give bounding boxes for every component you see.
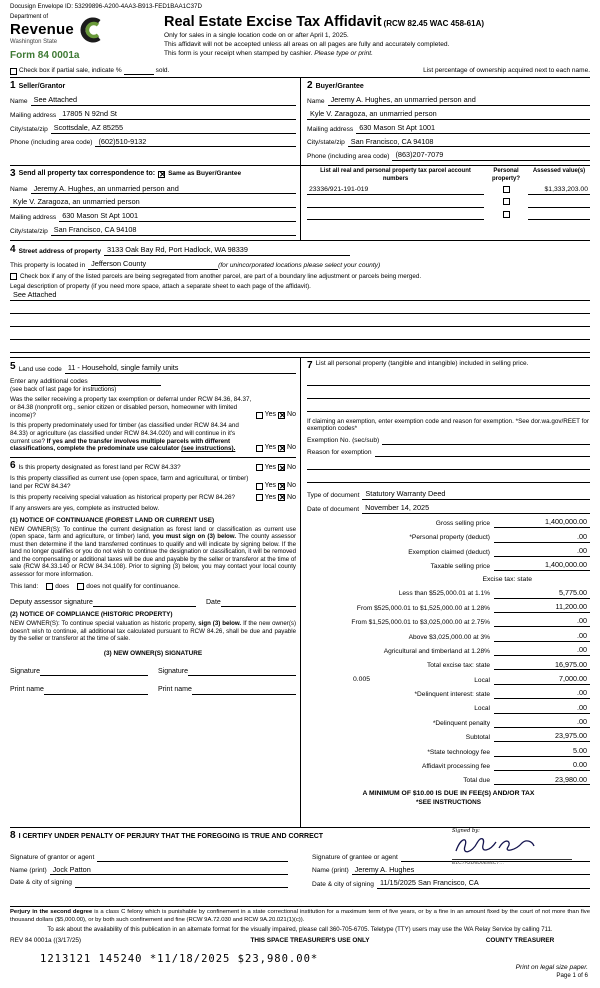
parcel-number-field[interactable]: 23336/921-191-019 [307,186,484,195]
docusign-envelope-id: Docusign Envelope ID: 53299896-A200-4AA3-B913-FED1BAA1C37D [10,3,202,10]
section-7-number: 7 [307,360,313,372]
header-note-3-text: This form is your receipt when stamped by cashier. [164,50,313,58]
grantee-signing-block [312,827,590,890]
notice-continuance-part1: NEW OWNER(S): To continue the current designation as forest land or classification as current use (open space, farm and agriculture, or timber) land, [10,525,296,541]
legal-description-blank-line[interactable] [10,303,590,314]
treasurer-receipt-stamp: 1213121 145240 *11/18/2025 $23,980.00* [40,953,319,966]
segregated-parcel-label: Check box if any of the listed parcels are being segregated from another parcel, are part of a boundary line adjustment or parcels being merged. [20,273,422,281]
title-text: Real Estate Excise Tax Affidavit [164,13,382,30]
partial-sale-row [10,67,590,77]
new-owners-signature-title: (3) NEW OWNER(S) SIGNATURE [103,649,203,657]
parcel-number-field[interactable] [307,199,484,208]
does-checkbox[interactable] [46,583,53,590]
tax-row [307,589,590,599]
tax-row-label: From $1,525,000.01 to $3,025,000.00 at 2.75% [351,619,490,627]
buyer-name-field-line2[interactable]: Kyle V. Zaragoza, an unmarried person [307,110,590,120]
tax-row-value[interactable]: .00 [494,617,590,627]
grantee-date-label: Date & city of signing [312,881,374,889]
tax-row-value[interactable]: .00 [494,632,590,642]
section-4-number: 4 [10,244,16,256]
parcel-table [300,166,590,240]
grantor-date-label: Date & city of signing [10,879,72,887]
perjury-rest: is a class C felony which is punishable by confinement in a state correctional institution for a maximum term of five years, or by a fine in an amount fixed by the court of not more than five thousand dollars ($5,000.00), or by both such confinement and fine (RCW 9A.72.030 and RCW 9A.20.021(1)(c)). [10,909,590,923]
tax-row-label: Gross selling price [435,520,490,528]
legal-description-blank-line[interactable] [10,316,590,327]
page-title [164,14,590,32]
grantor-signing-block [10,845,288,890]
tax-row [307,704,590,714]
tax-row-label: *Delinquent penalty [432,719,490,727]
partial-sale-label: Check box if partial sale, indicate % [19,66,122,74]
treasurer-space-label: THIS SPACE TREASURER'S USE ONLY [250,937,370,945]
grantor-date-field[interactable] [75,880,288,888]
section-1-title: Seller/Grantor [18,82,66,90]
yes-label: Yes [264,493,277,501]
tax-row-value[interactable]: 0.00 [494,761,590,771]
buyer-name-label: Name [307,97,325,105]
left-column [10,358,300,827]
tax-row [307,747,590,757]
no-checkbox[interactable] [278,494,285,501]
exemption-blank-line[interactable] [307,459,590,470]
tax-row-value[interactable]: .00 [494,547,590,557]
perjury-bold: Perjury in the second degree [10,909,93,916]
personal-property-tax-section [300,358,590,827]
street-address-label: Street address of property [18,248,102,256]
tax-row-value[interactable]: .00 [494,533,590,543]
notice-compliance-bold: sign (3) below. [198,620,242,628]
new-owner-signature-field[interactable] [188,668,296,676]
yes-no-group [256,411,296,420]
buyer-city-label: City/state/zip [307,139,345,147]
document-type-label: Type of document [307,491,360,499]
footer [10,906,590,980]
tax-row [307,689,590,699]
dept-sub-label: Washington State [10,39,58,46]
correspondence-city-field[interactable]: San Francisco, CA 94108 [51,226,296,236]
section-3-number: 3 [10,168,16,180]
exemption-note: If claiming an exemption, enter exemption code and reason for exemption. *See dor.wa.gov/REET for exemption codes* [307,417,590,433]
personal-property-checkbox[interactable] [503,186,510,193]
excise-tax-section-label [307,576,590,584]
seller-address-field[interactable]: 17805 N 92nd St [59,110,296,120]
timber-question-text [10,422,253,453]
form-number: Form 84 0001a [10,50,80,62]
tax-row-label: Local [474,676,490,684]
parcel-number-field[interactable] [307,211,484,220]
personal-property-blank-line[interactable] [307,401,590,412]
minimum-due-note: A MINIMUM OF $10.00 IS DUE IN FEE(S) AND/OR TAX [362,790,535,798]
assessed-value-header: Assessed value(s) [532,168,586,175]
seller-city-label: City/state/zip [10,125,48,133]
yes-checkbox[interactable] [256,483,263,490]
yes-no-group [256,494,296,503]
section-2-title: Buyer/Grantee [315,82,364,90]
tax-row-label: *State technology fee [427,748,490,756]
section-2-number: 2 [307,79,313,91]
deputy-signature-label: Deputy assessor signature [10,598,93,606]
partial-sale-sold-label: sold. [155,66,170,74]
personal-property-blank-line[interactable] [307,375,590,386]
tax-row [307,675,590,685]
assessed-value-field[interactable]: $1,333,203.00 [528,186,590,195]
dor-logo-icon [77,17,103,43]
forest-land-section [10,457,296,695]
buyer-address-label: Mailing address [307,125,354,133]
tax-row [307,646,590,656]
grantee-name-label: Name (print) [312,867,349,875]
grantor-signature-label: Signature of grantor or agent [10,853,95,861]
property-section [10,241,590,357]
notice-compliance-title: (2) NOTICE OF COMPLIANCE (HISTORIC PROPERTY) [10,611,173,619]
tax-row [307,561,590,571]
correspondence-address-field[interactable]: 630 Mason St Apt 1001 [59,212,296,222]
seller-buyer-band [10,77,590,166]
grantor-name-label: Name (print) [10,867,47,875]
legal-paper-note: Print on legal size paper. [515,963,588,971]
legal-description-blank-line[interactable] [10,342,590,353]
header-note-3 [164,50,590,58]
new-owner-printname-field[interactable] [44,687,148,695]
section-5-number: 5 [10,361,16,373]
tax-row [307,718,590,728]
tax-row [307,547,590,557]
no-label: No [287,481,296,489]
tax-row-label: Local [474,705,490,713]
personal-property-header: Personal property? [491,168,520,182]
yes-checkbox[interactable] [256,464,263,471]
certify-statement: I CERTIFY UNDER PENALTY OF PERJURY THAT THE FOREGOING IS TRUE AND CORRECT [18,833,324,841]
seller-section [10,78,300,166]
forest-land-question-text: Is this property designated as forest land per RCW 84.33? [18,464,181,472]
buyer-name-field-line1[interactable]: Jeremy A. Hughes, an unmarried person and [328,96,590,106]
partial-sale-checkbox[interactable] [10,68,17,75]
tax-row-label: Less than $525,000.01 at 1.1% [398,590,490,598]
personal-property-intro: List all personal property (tangible and intangible) included in selling price. [315,360,529,368]
tax-row-label: *Personal property (deduct) [409,534,490,542]
header-note-2: This affidavit will not be accepted unless all areas on all pages are fully and accurately completed. [164,41,450,49]
new-owner-printname-row [10,686,296,695]
tax-row-label: Taxable selling price [430,563,490,571]
tax-row [307,632,590,642]
new-owner-signature-label: Signature [10,667,40,675]
assessed-value-field[interactable] [528,199,590,208]
tax-row-value[interactable]: .00 [494,646,590,656]
deputy-signature-field[interactable] [93,599,196,607]
yes-checkbox[interactable] [256,494,263,501]
county-treasurer-label: COUNTY TREASURER [485,937,555,945]
timber-question-see-instructions: (see instructions). [181,445,236,453]
dept-pre-label: Department of [10,13,49,20]
correspondence-name-label: Name [10,186,28,194]
located-in-note: (for unincorporated locations please select your county) [218,262,381,270]
no-checkbox[interactable] [278,483,285,490]
certification-section [10,828,590,903]
tax-row-label: From $525,000.01 to $1,525,000.00 at 1.28% [356,604,490,612]
segregated-parcel-checkbox[interactable] [10,273,17,280]
grantor-name-field[interactable]: Jock Patton [50,866,288,876]
seller-phone-field[interactable]: (602)510-9132 [95,138,296,148]
land-use-code-field[interactable]: 11 - Household, single family units [65,364,296,374]
seller-phone-label: Phone (including area code) [10,139,93,147]
historic-property-question [10,494,296,503]
buyer-address-field[interactable]: 630 Mason St Apt 1001 [356,124,590,134]
legal-description-label: Legal description of property (if you need more space, attach a separate sheet to each page of the affidavit). [10,282,311,290]
new-owner-signature-label: Signature [158,667,188,675]
no-checkbox[interactable] [278,445,285,452]
header-note-3-emphasis: Please type or print. [314,50,373,58]
docusign-signature-stamp [452,828,572,866]
form-header [10,14,590,63]
local-rate-value: 0.005 [353,676,371,684]
tax-row [307,533,590,543]
tax-row-value[interactable]: 23,975.00 [494,732,590,742]
county-field[interactable]: Jefferson County [88,260,218,270]
page-number: Page 1 of 6 [556,972,588,980]
dor-logo-block [10,14,160,63]
tax-row-label: Exemption claimed (deduct) [408,548,490,556]
tax-row-label: Agricultural and timberland at 1.28% [383,647,490,655]
new-owner-printname-label: Print name [158,686,192,694]
parcel-row [307,186,590,195]
this-land-label: This land: [10,583,39,591]
correspondence-band [10,165,590,240]
yes-no-group [256,482,296,491]
document-date-label: Date of document [307,505,360,513]
new-owner-signature-field[interactable] [40,668,148,676]
section-3-title: Send all property tax correspondence to: [18,170,156,178]
perjury-statement [10,909,590,923]
legal-description-field[interactable]: See Attached [10,291,590,301]
additional-codes-label: Enter any additional codes [10,377,88,385]
additional-codes-note: (see back of last page for instructions) [10,385,117,393]
yes-no-group [256,444,296,453]
document-type-field[interactable]: Statutory Warranty Deed [362,490,590,500]
alternate-format-note: To ask about the availability of this publication in an alternate format for the visually impaired, please call 360-705-6705. Teletype (TTY) users may use the WA Relay Service by calling 711. [47,925,553,933]
correspondence-section [10,166,300,240]
tax-row-label: *Delinquent interest: state [414,691,490,699]
tax-row-label: Affidavit processing fee [421,762,490,770]
notice-compliance-part1: NEW OWNER(S): To continue special valuation as historic property, [10,620,199,628]
notice-compliance-body [10,620,296,643]
seller-address-label: Mailing address [10,111,57,119]
does-not-label: does not qualify for continuance. [86,583,180,591]
grantee-signature-icon [452,834,538,856]
no-checkbox[interactable] [278,464,285,471]
located-in-label: This property is located in [10,262,86,270]
additional-codes-field[interactable] [91,378,161,386]
section-1-number: 1 [10,79,16,91]
tax-row-value[interactable]: .00 [494,718,590,728]
notice-continuance-body [10,526,296,579]
tax-row-value[interactable]: .00 [494,704,590,714]
tax-row-label: Subtotal [465,734,490,742]
correspondence-name-field-line2[interactable]: Kyle V. Zaragoza, an unmarried person [10,198,296,208]
tax-row-value[interactable]: 7,000.00 [494,675,590,685]
yes-label: Yes [264,463,277,471]
no-label: No [287,493,296,501]
tax-row-value[interactable]: 11,200.00 [494,603,590,613]
certification-band [10,827,590,903]
personal-property-blank-line[interactable] [307,388,590,399]
tax-row-value[interactable]: 5,775.00 [494,589,590,599]
deputy-assessor-row [10,599,296,608]
deputy-date-field[interactable] [221,599,296,607]
same-as-buyer-checkbox[interactable] [158,171,165,178]
current-use-question [10,475,296,490]
exemption-question [10,396,296,419]
buyer-phone-field[interactable]: (863)207-7079 [392,151,590,161]
new-owner-printname-field[interactable] [192,687,296,695]
exemption-question-text: Was the seller receiving a property tax exemption or deferral under RCW 84.36, 84.37, or 84.38 (nonprofit org., senior citizen or disabled person, homeowner with limited income)? [10,396,252,419]
new-owner-printname-label: Print name [10,686,44,694]
yes-checkbox[interactable] [256,445,263,452]
correspondence-city-label: City/state/zip [10,228,48,236]
property-band [10,240,590,357]
tax-row-label: Total excise tax: state [426,662,490,670]
tax-row-value[interactable]: 5.00 [494,747,590,757]
buyer-phone-label: Phone (including area code) [307,153,390,161]
buyer-city-field[interactable]: San Francisco, CA 94108 [348,138,590,148]
parcel-numbers-header: List all real and personal property tax parcel account numbers [320,168,471,182]
land-qualify-row [10,583,296,591]
grantor-signature-field[interactable] [97,854,288,862]
no-label: No [287,463,296,471]
does-label: does [55,583,70,591]
tax-row-label: Excise tax: state [482,575,532,583]
street-address-field[interactable]: 3133 Oak Bay Rd, Port Hadlock, WA 98339 [104,246,350,256]
new-owner-signature-row [10,668,296,677]
personal-property-checkbox[interactable] [503,198,510,205]
tax-row-value[interactable]: 16,975.00 [494,661,590,671]
yes-checkbox[interactable] [256,412,263,419]
yes-label: Yes [264,410,277,418]
title-rcw-ref: (RCW 82.45 WAC 458-61A) [383,18,485,28]
ownership-note: List percentage of ownership acquired next to each name. [423,66,590,74]
dept-name-label: Revenue [10,20,74,38]
exemption-reason-field[interactable] [375,449,590,457]
excise-tax-table [307,518,590,785]
correspondence-name-field-line1[interactable]: Jeremy A. Hughes, an unmarried person and [31,185,296,195]
timber-question [10,422,296,453]
grantee-name-field[interactable]: Jeremy A. Hughes [352,866,590,876]
no-label: No [287,444,296,452]
tax-row [307,761,590,771]
document-date-field[interactable]: November 14, 2025 [362,504,590,514]
timber-question-part2: If yes and the transfer involves multiple parcels with different classifications, complete the predominate use calculator [10,437,231,453]
answers-yes-note: If any answers are yes, complete as instructed below. [10,505,160,513]
exemption-blank-line[interactable] [307,472,590,483]
legal-description-blank-line[interactable] [10,329,590,340]
tax-row [307,603,590,613]
current-use-question-text: Is this property classified as current use (open space, farm and agricultural, or timber) land per RCW 84.34? [10,475,249,490]
seller-name-label: Name [10,97,28,105]
tax-row-value[interactable]: .00 [494,689,590,699]
tax-row-label: Above $3,025,000.00 at 3% [408,633,490,641]
seller-name-field[interactable]: See Attached [31,96,296,106]
buyer-section [300,78,590,166]
parcel-row [307,211,590,220]
notice-continuance-bold: you must sign on (3) below. [152,533,237,541]
section-6-number: 6 [10,459,16,471]
docusign-stamp-id: B1C7A2D6D0E84C7... [452,860,505,866]
tax-row [307,776,590,786]
timber-question-part1: Is this property predominately used for timber (as classified under RCW 84.34 and 84.33) or agriculture (as classified under RCW 84.34.020) and will continue in it's current use? [10,422,239,445]
signed-by-label: Signed by: [452,827,480,834]
tax-row [307,661,590,671]
notice-continuance-part2: The county assessor must then determine if the land transferred continues to qualify and will indicate by signing below. If the land no longer qualifies or you do not wish to continue the designation or classification, it will be removed and the compensating or additional taxes will be due and payable by the seller or transferor at the time of sale (RCW 84.33.140 or RCW 84.34.108). Prior to signing (3) below, you may contact your local county assessor for more information. [10,533,296,578]
tax-row-value[interactable]: 1,400,000.00 [494,518,590,528]
parcel-row [307,198,590,207]
tax-row-value[interactable]: 23,980.00 [494,776,590,786]
personal-property-checkbox[interactable] [503,211,510,218]
landuse-section [10,361,296,453]
tax-row [307,617,590,627]
correspondence-address-label: Mailing address [10,214,57,222]
land-use-code-label: Land use code [18,365,62,373]
grantee-signature-label: Signature of grantee or agent [312,853,398,861]
seller-city-field[interactable]: Scottsdale, AZ 85255 [51,124,296,134]
no-label: No [287,410,296,418]
rev-number: REV 84 0001a ((3/17/25) [10,937,82,945]
forest-land-question [10,460,296,472]
header-note-1: Only for sales in a single location code on or after April 1, 2025. [164,32,349,40]
tax-row-value[interactable]: 1,400,000.00 [494,561,590,571]
tax-row [307,732,590,742]
yes-label: Yes [264,481,277,489]
historic-property-question-text: Is this property receiving special valuation as historical property per RCW 84.26? [10,494,236,502]
notice-compliance-part2: If the new owner(s) doesn't wish to continue, all additional tax calculated pursuant to RCW 84.26, shall be due and payable by the seller or transferor at the time of sale. [10,620,296,643]
exemption-number-field[interactable] [382,437,590,445]
tax-row-label: Total due [463,777,490,785]
assessed-value-field[interactable] [528,211,590,220]
tax-row [307,518,590,528]
section-8-number: 8 [10,830,16,842]
same-as-buyer-label: Same as Buyer/Grantee [168,170,242,178]
notice-continuance-title: (1) NOTICE OF CONTINUANCE (FOREST LAND OR CURRENT USE) [10,516,215,524]
exemption-reason-label: Reason for exemption [307,448,372,456]
see-instructions-note: *SEE INSTRUCTIONS [416,798,481,806]
yes-label: Yes [264,444,277,452]
does-not-checkbox[interactable] [77,583,84,590]
no-checkbox[interactable] [278,412,285,419]
yes-no-group [256,464,296,473]
exemption-number-label: Exemption No. (sec/sub) [307,436,380,444]
deputy-date-label: Date [206,598,221,606]
landuse-tax-band [10,357,590,827]
partial-sale-percent-field[interactable] [124,67,154,75]
grantee-date-field[interactable]: 11/15/2025 San Francisco, CA [377,879,590,889]
treasurer-row [10,937,590,945]
